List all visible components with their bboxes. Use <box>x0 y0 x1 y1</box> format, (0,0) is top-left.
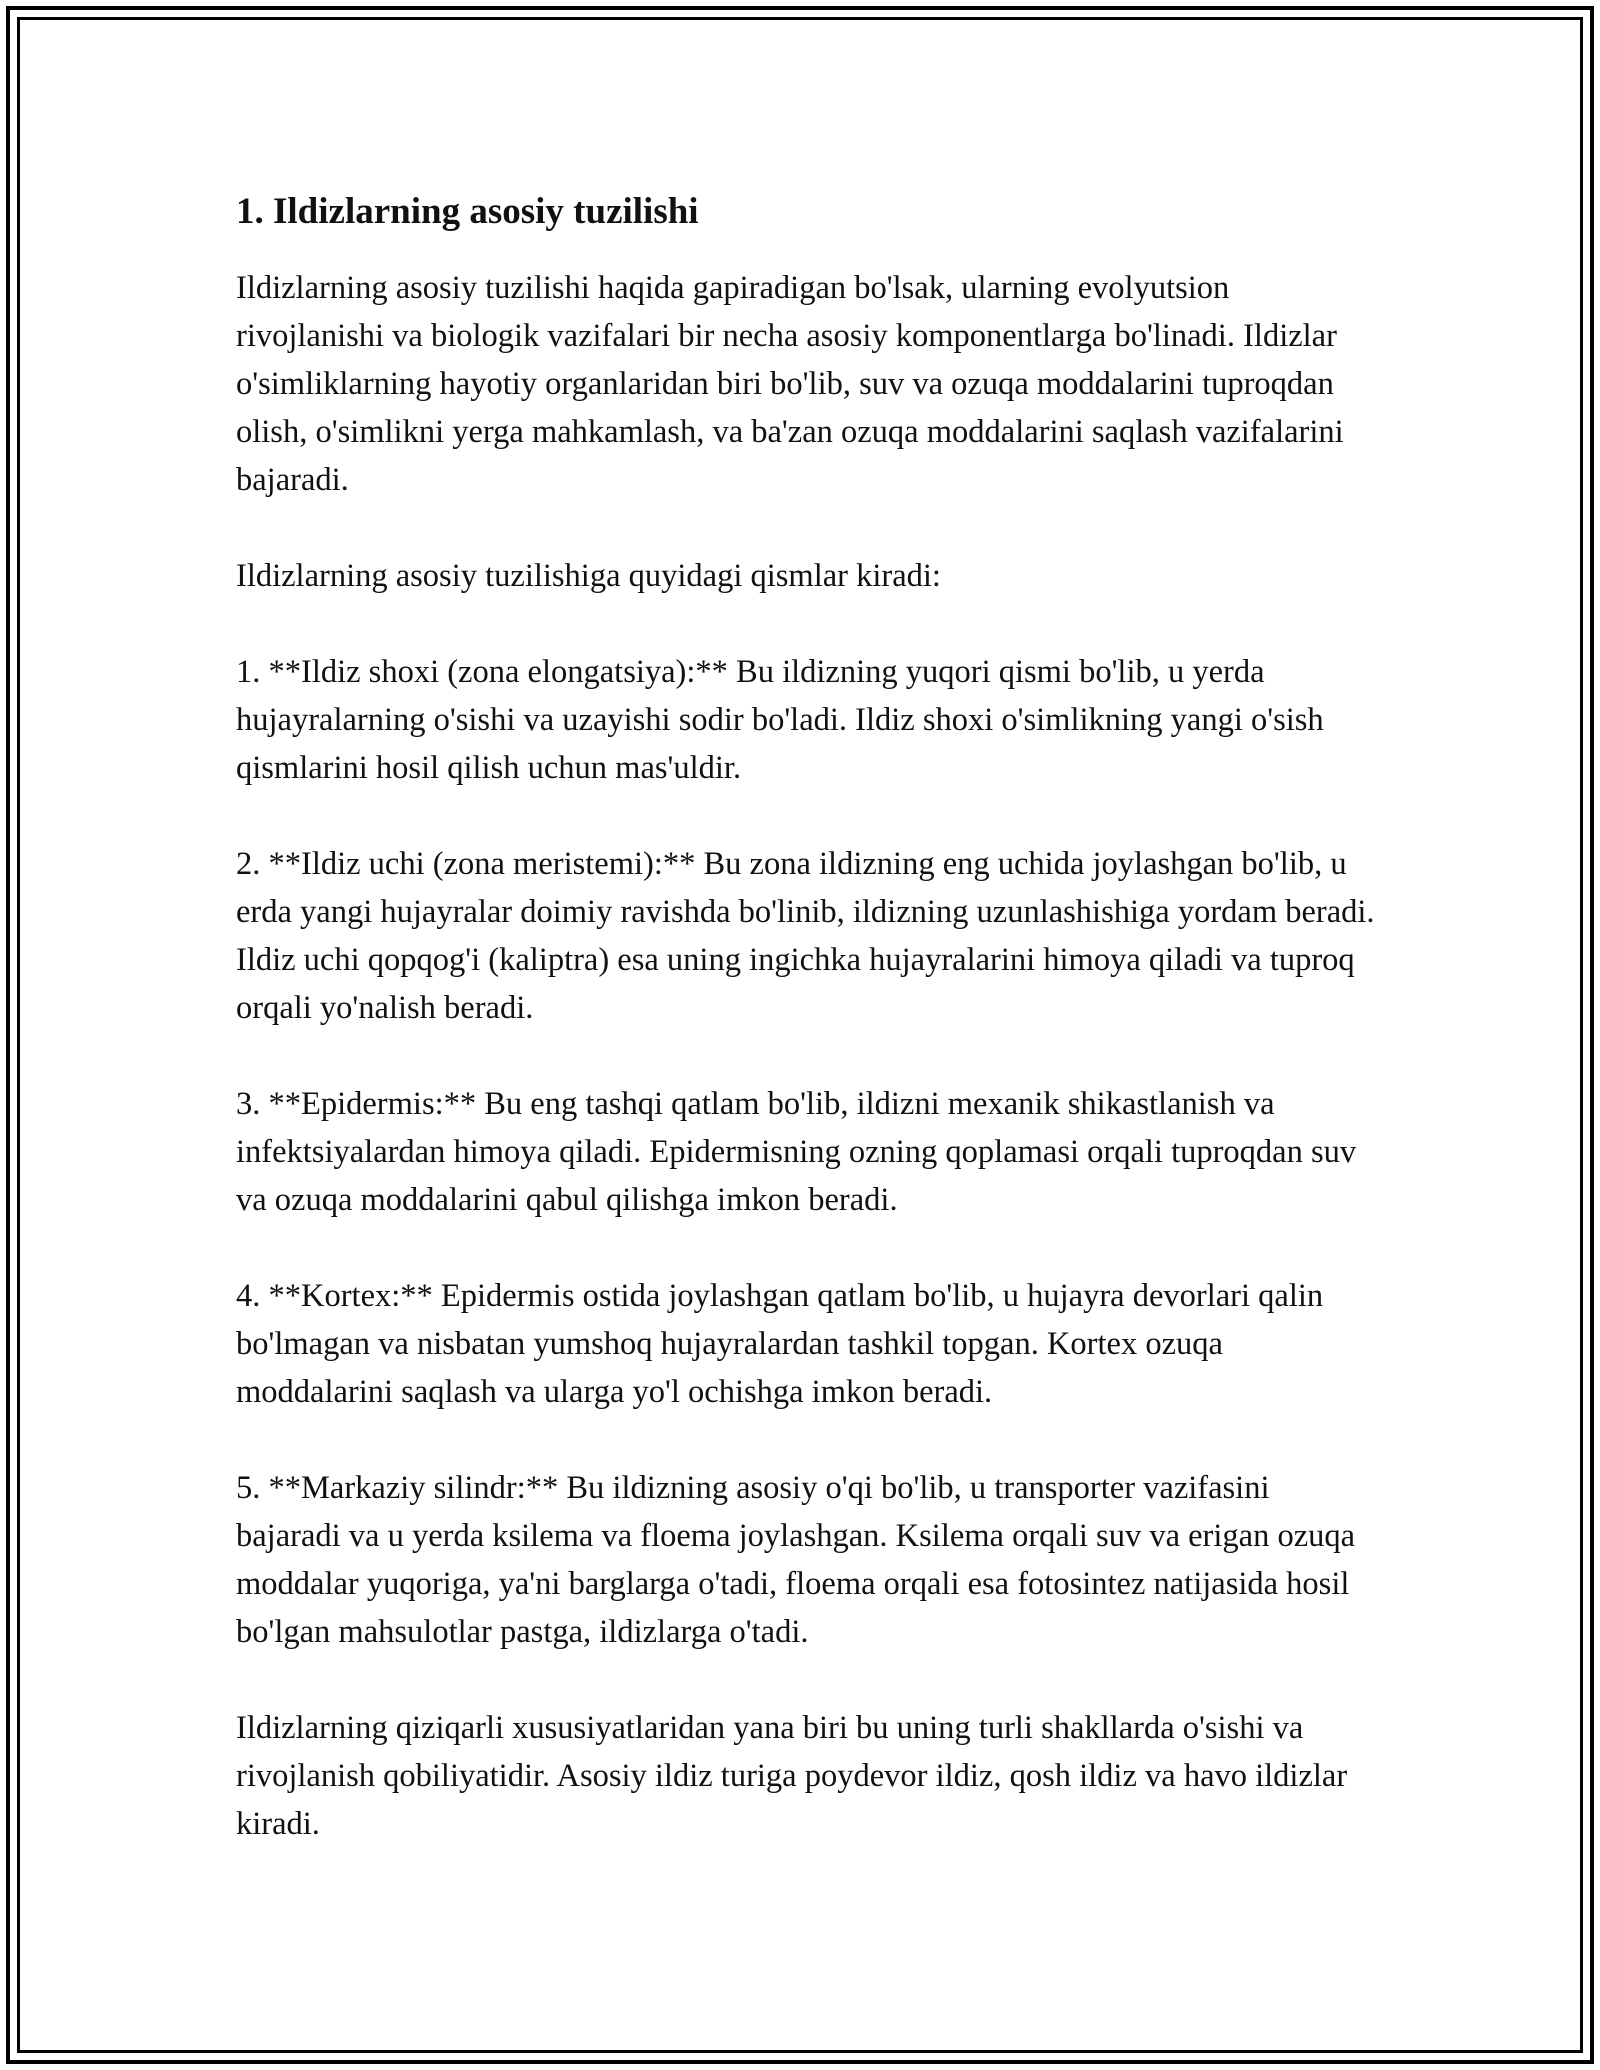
paragraph-item-3: 3. **Epidermis:** Bu eng tashqi qatlam bo'lib, ildizni mexanik shikastlanish va infektsiyalardan himoya qiladi. Epidermisning ozning qoplamasi orqali tuproqdan suv va ozuqa moddalarini qabul qilishga imkon beradi. <box>236 1086 1357 1218</box>
paragraph-conclusion: Ildizlarning qiziqarli xususiyatlaridan yana biri bu uning turli shakllarda o'sishi va rivojlanish qobiliyatidir. Asosiy ildiz turiga poydevor ildiz, qosh ildiz va havo ildizlar kiradi. <box>236 1710 1348 1842</box>
paragraph-item-1: 1. **Ildiz shoxi (zona elongatsiya):** Bu ildizning yuqori qismi bo'lib, u yerda hujayralarning o'sishi va uzayishi sodir bo'ladi. Ildiz shoxi o'simlikning yangi o'sish qismlarini hosil qilish uchun mas'uldir. <box>236 654 1324 786</box>
section-heading: 1. Ildizlarning asosiy tuzilishi <box>236 191 699 232</box>
paragraph-item-2: 2. **Ildiz uchi (zona meristemi):** Bu zona ildizning eng uchida joylashgan bo'lib, u erda yangi hujayralar doimiy ravishda bo'linib, ildizning uzunlashishiga yordam beradi. Ildiz uchi qopqog'i (kaliptra) esa uning ingichka hujayralarini himoya qiladi va tuproq orqali yo'nalish beradi. <box>236 846 1375 1026</box>
paragraph-list-intro: Ildizlarning asosiy tuzilishiga quyidagi qismlar kiradi: <box>236 558 941 594</box>
paragraph-item-5: 5. **Markaziy silindr:** Bu ildizning asosiy o'qi bo'lib, u transporter vazifasini bajaradi va u yerda ksilema va floema joylashgan. Ksilema orqali suv va erigan ozuqa moddalar yuqoriga, ya'ni barglarga o'tadi, floema orqali esa fotosintez natijasida hosil bo'lgan mahsulotlar pastga, ildizlarga o'tadi. <box>236 1470 1356 1650</box>
document-body <box>236 188 1376 1896</box>
paragraph-item-4: 4. **Kortex:** Epidermis ostida joylashgan qatlam bo'lib, u hujayra devorlari qalin bo'lmagan va nisbatan yumshoq hujayralardan tashkil topgan. Kortex ozuqa moddalarini saqlash va ularga yo'l ochishga imkon beradi. <box>236 1278 1324 1410</box>
paragraph-intro: Ildizlarning asosiy tuzilishi haqida gapiradigan bo'lsak, ularning evolyutsion rivojlanishi va biologik vazifalari bir necha asosiy komponentlarga bo'linadi. Ildizlar o'simliklarning hayotiy organlaridan biri bo'lib, suv va ozuqa moddalarini tuproqdan olish, o'simlikni yerga mahkamlash, va ba'zan ozuqa moddalarini saqlash vazifalarini bajaradi. <box>236 270 1344 498</box>
